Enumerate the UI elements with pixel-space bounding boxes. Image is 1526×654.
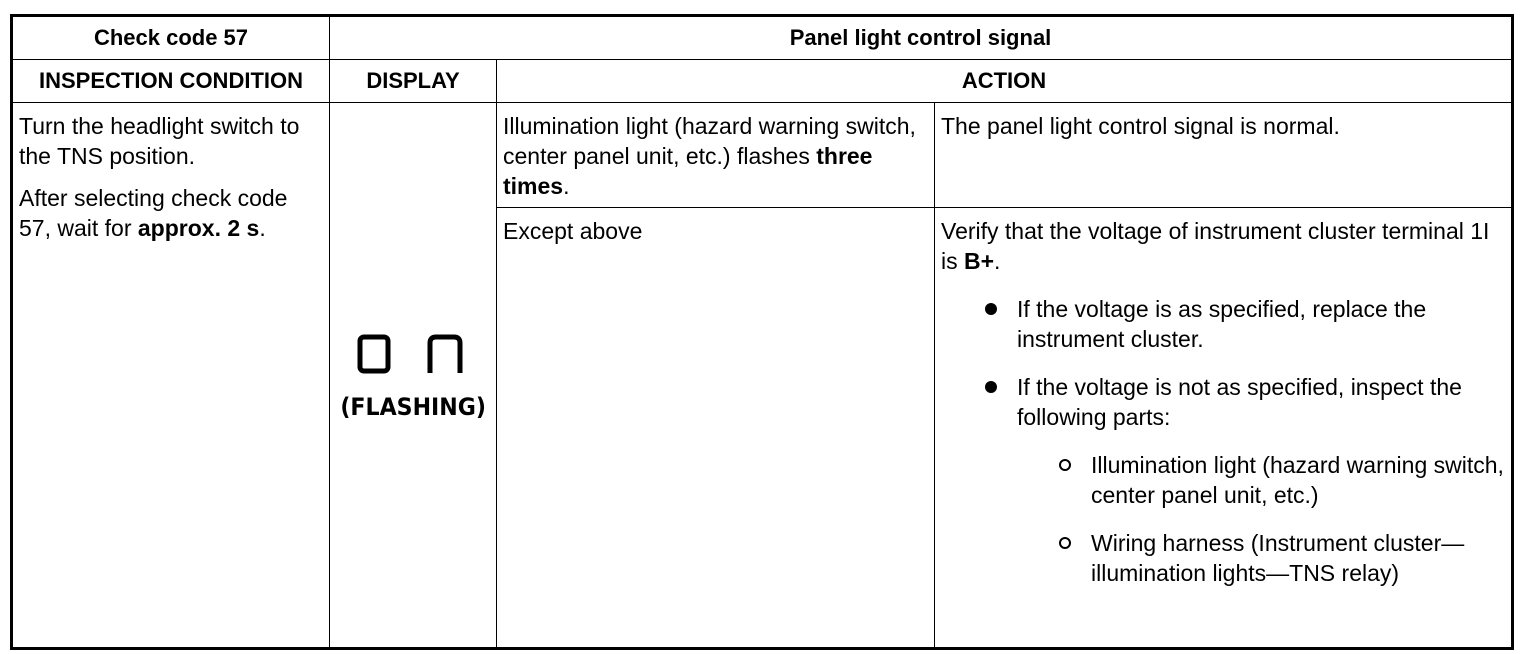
list-item	[985, 372, 1505, 588]
action-2-text: Verify that the voltage of instrument cluster terminal 1I is	[941, 218, 1490, 274]
display-flashing-note: (FLASHING)	[340, 392, 486, 421]
condition-1-bold: three times	[503, 143, 873, 199]
action-cell-1: The panel light control signal is normal.	[935, 103, 1513, 208]
bullet-text: If the voltage is not as specified, inspect the following parts:	[1017, 374, 1462, 430]
bullet-text: If the voltage is as specified, replace the instrument cluster.	[1017, 296, 1427, 352]
title-row	[12, 16, 1513, 60]
seven-segment-on-icon	[354, 333, 472, 377]
inspection-condition-cell	[12, 103, 330, 649]
list-item	[1059, 450, 1505, 510]
seven-segment-display	[334, 333, 492, 422]
condition-1-text: Illumination light (hazard warning switch, center panel unit, etc.) flashes	[503, 113, 916, 169]
inspection-step-2-text: After selecting check code 57, wait for	[19, 185, 288, 241]
inspection-step-2-end: .	[259, 215, 266, 241]
column-header-row	[12, 60, 1513, 103]
table-row	[12, 103, 1513, 208]
sub-bullet-text: Illumination light (hazard warning switch, center panel unit, etc.)	[1091, 452, 1504, 508]
check-code-cell: Check code 57	[12, 16, 330, 60]
list-item	[1059, 528, 1505, 588]
sub-bullet-list	[1017, 450, 1505, 588]
action-2-end: .	[994, 248, 1001, 274]
bullet-circle-icon	[1059, 537, 1071, 549]
action-2-intro	[941, 216, 1505, 276]
inspection-step-2-bold: approx. 2 s	[137, 215, 260, 241]
display-cell	[330, 103, 497, 649]
sub-bullet-text: Wiring harness (Instrument cluster—illumination lights—TNS relay)	[1091, 530, 1465, 586]
action-2-bold: B+	[964, 248, 995, 274]
column-header-action: ACTION	[497, 60, 1513, 103]
list-item	[985, 294, 1505, 354]
action-cell-2	[935, 208, 1513, 649]
condition-cell-1	[497, 103, 935, 208]
inspection-step-1: Turn the headlight switch to the TNS position.	[19, 113, 300, 169]
column-header-display: DISPLAY	[330, 60, 497, 103]
table-title: Panel light control signal	[330, 16, 1513, 60]
check-code-table	[10, 14, 1514, 650]
column-header-inspection-condition: INSPECTION CONDITION	[12, 60, 330, 103]
bullet-dot-icon	[985, 381, 997, 393]
condition-1-end: .	[563, 173, 570, 199]
bullet-circle-icon	[1059, 459, 1071, 471]
action-bullet-list	[941, 294, 1505, 588]
inspection-step-2	[19, 183, 323, 243]
bullet-dot-icon	[985, 303, 997, 315]
condition-cell-2: Except above	[497, 208, 935, 649]
